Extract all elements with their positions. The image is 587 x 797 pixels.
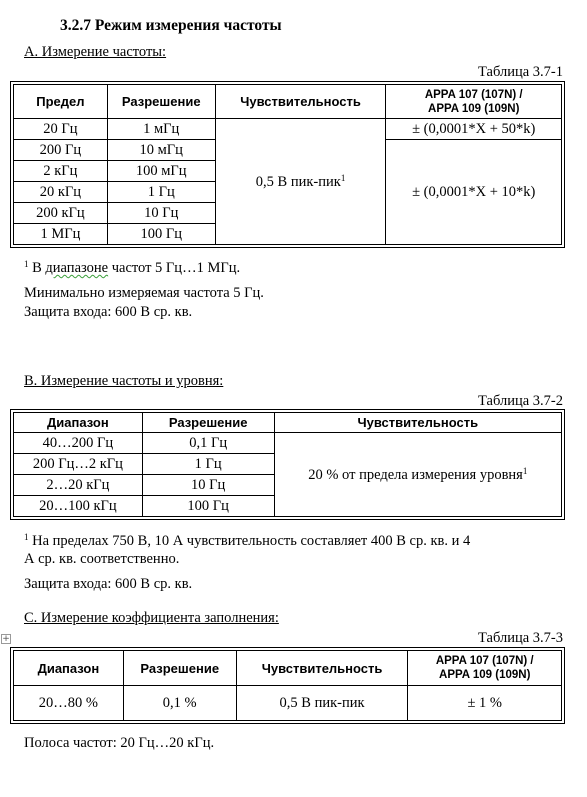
footnote-marker: 1	[24, 259, 29, 269]
col-header-resolution: Разрешение	[107, 85, 215, 119]
sensitivity-value: 20 % от предела измерения уровня	[308, 466, 523, 483]
cell-sensitivity	[274, 433, 561, 517]
frequency-level-table	[13, 412, 562, 517]
model-line-2: APPA 109 (109N)	[439, 669, 531, 681]
footnote-marker: 1	[24, 532, 29, 542]
cell-resolution: 10 мГц	[107, 140, 215, 161]
section-b-title: В. Измерение частоты и уровня:	[24, 373, 224, 389]
table-row	[14, 119, 562, 140]
footnote-b-line1	[24, 532, 470, 550]
duty-cycle-table	[13, 650, 562, 721]
cell-resolution: 100 Гц	[107, 224, 215, 245]
cell-range: 200 Гц…2 кГц	[14, 454, 143, 475]
cell-resolution: 1 мГц	[107, 119, 215, 140]
frequency-table	[13, 84, 562, 245]
min-frequency-note: Минимально измеряемая частота 5 Гц.	[24, 285, 264, 301]
page-heading: 3.2.7 Режим измерения частоты	[60, 17, 282, 34]
cell-limit: 1 МГц	[14, 224, 108, 245]
section-a-title: А. Измерение частоты:	[24, 44, 167, 60]
cell-range: 20…100 кГц	[14, 496, 143, 517]
cell-sensitivity: 0,5 В пик-пик	[236, 686, 408, 721]
cell-resolution: 0,1 %	[123, 686, 236, 721]
model-line-1: APPA 107 (107N) /	[424, 88, 523, 101]
section-c-title: С. Измерение коэффициента заполнения:	[24, 610, 279, 626]
table-3-7-3-caption: Таблица 3.7-3	[478, 630, 563, 646]
table-3-7-1-caption: Таблица 3.7-1	[478, 64, 563, 80]
footnote-ref: 1	[340, 172, 346, 183]
cell-accuracy-low: ± (0,0001*X + 50*k)	[386, 119, 562, 140]
footnote-text-post: частот 5 Гц…1 МГц.	[108, 260, 241, 276]
cell-accuracy: ± 1 %	[408, 686, 562, 721]
col-header-range: Диапазон	[14, 651, 124, 686]
table-row	[14, 433, 562, 454]
input-protection-b: Защита входа: 600 В ср. кв.	[24, 576, 193, 592]
cell-limit: 2 кГц	[14, 161, 108, 182]
cell-range: 2…20 кГц	[14, 475, 143, 496]
input-protection-a: Защита входа: 600 В ср. кв.	[24, 304, 193, 320]
table-move-handle-icon[interactable]: +	[2, 634, 10, 644]
footnote-text: На пределах 750 В, 10 А чувствительность составляет 400 В ср. кв. и 4	[28, 533, 471, 549]
footnote-a	[24, 259, 240, 277]
cell-sensitivity	[215, 119, 386, 245]
spellcheck-word: диапазоне	[45, 260, 109, 276]
cell-limit: 20 кГц	[14, 182, 108, 203]
model-line-1: APPA 107 (107N) /	[435, 655, 534, 667]
cell-resolution: 1 Гц	[107, 182, 215, 203]
model-line-2: APPA 109 (109N)	[428, 102, 520, 115]
cell-range: 40…200 Гц	[14, 433, 143, 454]
footnote-ref: 1	[522, 465, 528, 476]
cell-resolution: 100 Гц	[142, 496, 274, 517]
col-header-model	[386, 85, 562, 119]
col-header-resolution: Разрешение	[142, 413, 274, 433]
cell-range: 20…80 %	[14, 686, 124, 721]
footnote-b-line2: А ср. кв. соответственно.	[24, 551, 180, 567]
cell-resolution: 1 Гц	[142, 454, 274, 475]
table-3-7-2-caption: Таблица 3.7-2	[478, 393, 563, 409]
table-row	[14, 686, 562, 721]
cell-resolution: 0,1 Гц	[142, 433, 274, 454]
cell-limit: 20 Гц	[14, 119, 108, 140]
col-header-limit: Предел	[14, 85, 108, 119]
cell-resolution: 100 мГц	[107, 161, 215, 182]
cell-resolution: 10 Гц	[107, 203, 215, 224]
bandwidth-note: Полоса частот: 20 Гц…20 кГц.	[24, 735, 215, 751]
cell-accuracy-high: ± (0,0001*X + 10*k)	[386, 140, 562, 245]
col-header-sensitivity: Чувствительность	[274, 413, 561, 433]
cell-resolution: 10 Гц	[142, 475, 274, 496]
col-header-resolution: Разрешение	[123, 651, 236, 686]
cell-limit: 200 Гц	[14, 140, 108, 161]
col-header-sensitivity: Чувствительность	[215, 85, 386, 119]
col-header-sensitivity: Чувствительность	[236, 651, 408, 686]
footnote-text-pre: В	[28, 260, 46, 276]
cell-limit: 200 кГц	[14, 203, 108, 224]
col-header-model	[408, 651, 562, 686]
col-header-range: Диапазон	[14, 413, 143, 433]
sensitivity-value: 0,5 В пик-пик	[255, 173, 341, 190]
